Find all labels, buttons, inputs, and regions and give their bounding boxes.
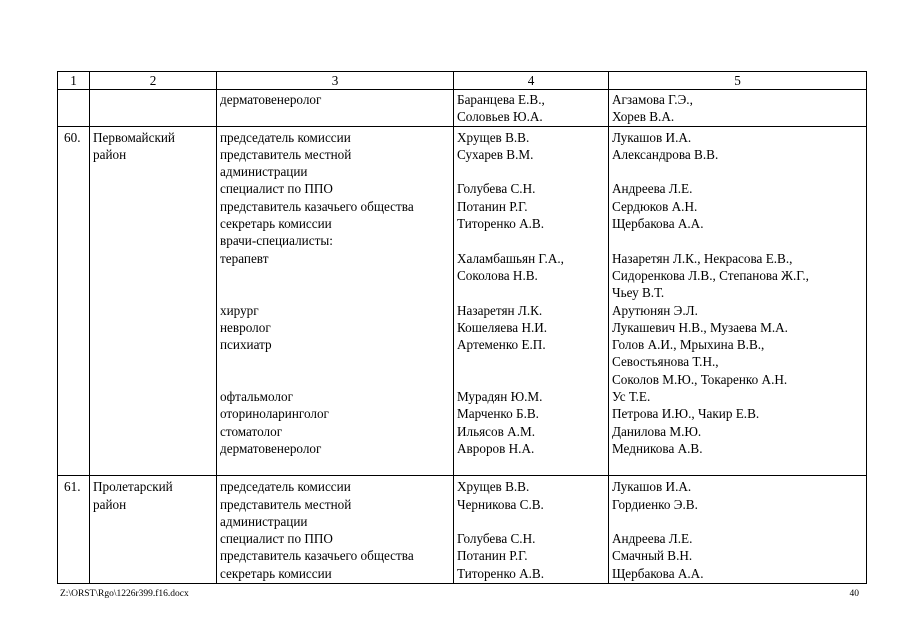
reserve-members-cell — [609, 90, 867, 127]
primary-members-cell — [454, 90, 609, 127]
reserve-members-cell — [609, 476, 867, 584]
district-line: район — [93, 146, 127, 162]
roles-cell — [217, 476, 454, 584]
member-line — [457, 284, 605, 301]
header-col-2: 2 — [90, 72, 217, 90]
reserve-line: Лукашов И.А. — [612, 129, 692, 145]
commission-table — [57, 71, 867, 584]
reserve-line: Сердюков А.Н. — [612, 198, 698, 214]
role-line: представитель местной — [220, 146, 352, 162]
role-line: психиатр — [220, 337, 272, 353]
member-line: Титоренко А.В. — [457, 565, 545, 581]
reserve-line — [612, 232, 863, 249]
member-line: Ильясов А.М. — [457, 423, 535, 439]
role-line: невролог — [220, 319, 271, 335]
member-line: Голубева С.Н. — [457, 181, 536, 197]
member-line: Марченко Б.В. — [457, 406, 539, 422]
member-line: Мурадян Ю.М. — [457, 389, 543, 405]
reserve-line: Ус Т.Е. — [612, 389, 651, 405]
reserve-line: Медникова А.В. — [612, 440, 703, 456]
member-line: Потанин Р.Г. — [457, 198, 528, 214]
reserve-line: Петрова И.Ю., Чакир Е.В. — [612, 406, 760, 422]
district-line: Пролетарский — [93, 479, 173, 495]
continuation-row — [58, 90, 867, 127]
reserve-line: Соколов М.Ю., Токаренко А.Н. — [612, 371, 788, 387]
row-number: 61. — [58, 476, 90, 584]
reserve-line: Александрова В.В. — [612, 146, 719, 162]
reserve-line: Щербакова А.А. — [612, 565, 704, 581]
role-line: представитель казачьего общества — [220, 198, 414, 214]
role-line: специалист по ППО — [220, 181, 333, 197]
reserve-line: Арутюнян Э.Л. — [612, 302, 698, 318]
member-line — [457, 232, 605, 249]
reserve-line: Смачный В.Н. — [612, 548, 693, 564]
district-line: Первомайский — [93, 129, 175, 145]
roles-cell — [217, 126, 454, 476]
role-line — [220, 353, 450, 370]
role-line: администрации — [220, 513, 308, 529]
row-number: 60. — [58, 126, 90, 476]
role-line: представитель казачьего общества — [220, 548, 414, 564]
member-line: Титоренко А.В. — [457, 216, 545, 232]
header-col-5: 5 — [609, 72, 867, 90]
row-number — [58, 90, 90, 127]
member-line — [457, 371, 605, 388]
reserve-line: Назаретян Л.К., Некрасова Е.В., — [612, 250, 793, 266]
district-cell — [90, 476, 217, 584]
reserve-line: Андреева Л.Е. — [612, 531, 693, 547]
header-row — [58, 72, 867, 90]
member-line: Авроров Н.А. — [457, 440, 535, 456]
reserve-line: Щербакова А.А. — [612, 216, 704, 232]
district-line: район — [93, 496, 127, 512]
member-line: Назаретян Л.К. — [457, 302, 543, 318]
role-line: дерматовенеролог — [220, 92, 322, 107]
reserve-line: Гордиенко Э.В. — [612, 496, 698, 512]
member-line: Соловьев Ю.А. — [457, 109, 543, 125]
section-row-60 — [58, 126, 867, 476]
role-line: офтальмолог — [220, 389, 293, 405]
role-line: администрации — [220, 164, 308, 180]
role-line — [220, 284, 450, 301]
roles-cell — [217, 90, 454, 127]
header-col-4: 4 — [454, 72, 609, 90]
page-number: 40 — [849, 589, 859, 599]
district-cell — [90, 126, 217, 476]
file-path: Z:\ORST\Rgo\1226r399.f16.docx — [60, 589, 189, 599]
reserve-line: Агзамова Г.Э., — [612, 92, 693, 107]
reserve-line: Сидоренкова Л.В., Степанова Ж.Г., — [612, 267, 809, 283]
header-col-3: 3 — [217, 72, 454, 90]
member-line: Хрущев В.В. — [457, 479, 530, 495]
reserve-line — [612, 163, 863, 180]
reserve-line: Чьеу В.Т. — [612, 285, 665, 301]
reserve-line: Голов А.И., Мрыхина В.В., — [612, 337, 765, 353]
role-line: дерматовенеролог — [220, 440, 322, 456]
role-line: председатель комиссии — [220, 129, 351, 145]
member-line — [457, 353, 605, 370]
reserve-line: Севостьянова Т.Н., — [612, 354, 719, 370]
district-cell — [90, 90, 217, 127]
member-line: Голубева С.Н. — [457, 531, 536, 547]
header-col-1: 1 — [58, 72, 90, 90]
reserve-line: Лукашов И.А. — [612, 479, 692, 495]
member-line — [457, 513, 605, 530]
role-line: оториноларинголог — [220, 406, 329, 422]
reserve-line: Данилова М.Ю. — [612, 423, 702, 439]
member-line: Халамбашьян Г.А., — [457, 250, 564, 266]
role-line: врачи-специалисты: — [220, 233, 333, 249]
primary-members-cell — [454, 476, 609, 584]
role-line — [220, 371, 450, 388]
role-line: секретарь комиссии — [220, 216, 332, 232]
role-line: терапевт — [220, 250, 269, 266]
section-row-61 — [58, 476, 867, 584]
role-line — [220, 267, 450, 284]
reserve-line: Хорев В.А. — [612, 109, 675, 125]
role-line: секретарь комиссии — [220, 565, 332, 581]
member-line: Черникова С.В. — [457, 496, 544, 512]
member-line: Хрущев В.В. — [457, 129, 530, 145]
reserve-line — [612, 513, 863, 530]
role-line: специалист по ППО — [220, 531, 333, 547]
member-line: Потанин Р.Г. — [457, 548, 528, 564]
role-line: представитель местной — [220, 496, 352, 512]
member-line: Сухарев В.М. — [457, 146, 534, 162]
member-line: Артеменко Е.П. — [457, 337, 546, 353]
role-line: стоматолог — [220, 423, 283, 439]
member-line: Соколова Н.В. — [457, 267, 538, 283]
role-line: хирург — [220, 302, 259, 318]
member-line — [457, 163, 605, 180]
primary-members-cell — [454, 126, 609, 476]
role-line: председатель комиссии — [220, 479, 351, 495]
reserve-line: Андреева Л.Е. — [612, 181, 693, 197]
member-line: Баранцева Е.В., — [457, 92, 545, 107]
reserve-members-cell — [609, 126, 867, 476]
member-line: Кошеляева Н.И. — [457, 319, 548, 335]
reserve-line: Лукашевич Н.В., Музаева М.А. — [612, 319, 788, 335]
